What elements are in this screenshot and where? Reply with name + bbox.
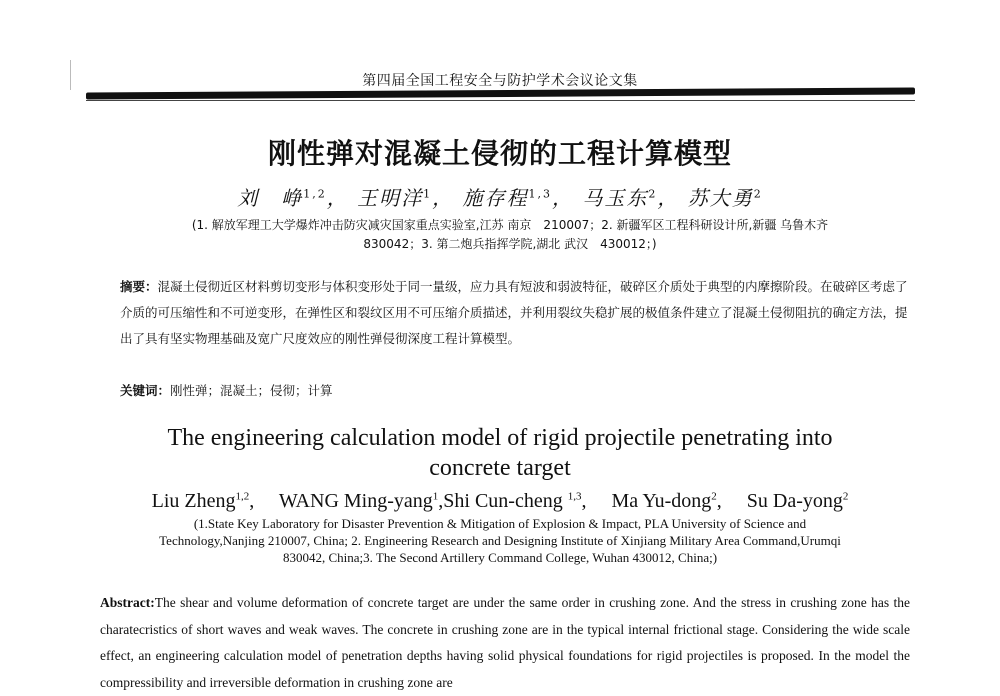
chinese-abstract (120, 274, 910, 352)
cn-author-1: 刘 峥 (237, 186, 304, 210)
header-rule-thin (86, 100, 915, 101)
en-author-1-sup: 1,2 (235, 490, 250, 503)
chinese-keywords (120, 378, 910, 404)
en-author-3: Shi Cun-cheng (443, 490, 568, 512)
cn-keywords-label: 关键词： (120, 383, 171, 398)
en-author-5: Su Da-yong (746, 490, 843, 512)
chinese-affiliation (90, 216, 930, 254)
en-affiliation-line-1: (1.State Key Laboratory for Disaster Prevention & Mitigation of Explosion & Impact, PLA University of Science and (193, 516, 807, 531)
english-authors (0, 490, 1000, 513)
cn-author-1-sup: 1,2 (303, 187, 327, 201)
en-affiliation-line-2: Technology,Nanjing 210007, China; 2. Engineering Research and Designing Institute of Xinjiang Military Area Command,Urumqi (159, 533, 841, 548)
cn-author-2-sup: 1 (423, 187, 433, 201)
en-abstract-label: Abstract: (100, 595, 155, 610)
english-title (60, 423, 940, 483)
cn-author-3-sup: 1,3 (528, 187, 552, 201)
en-author-sep: , (581, 490, 607, 512)
cn-abstract-text: 混凝土侵彻近区材料剪切变形与体积变形处于同一量级，应力具有短波和弱波特征，破碎区介质处于典型的内摩擦阶段。在破碎区考虑了介质的可压缩性和不可逆变形，在弹性区和裂纹区用不可压缩介质描述，并利用裂纹失稳扩展的极值条件建立了混凝土侵彻阻抗的确定方法，提出了具有坚实物理基础及宽广尺度效应的刚性弹侵彻深度工程计算模型。 (120, 279, 908, 346)
en-affiliation-line-3: 830042, China;3. The Second Artillery Command College, Wuhan 430012, China;) (282, 550, 718, 565)
en-abstract-text: The shear and volume deformation of concrete target are under the same order in crushing zone. And the stress in crushing zone has the charatecristics of short waves and weak waves. The concrete in crushing zone are in the typical internal frictional stage. Considering the wide scale effect, an engineering calculation model of penetration depths having solid physical foundations for rigid projectiles is proposed. In the model the compressibility and irreversible deformation in crushing zone are (100, 595, 910, 690)
cn-author-5: 苏大勇 (687, 186, 754, 210)
en-author-sep: , (438, 490, 444, 512)
cn-affiliation-line-2: 830042；3. 第二炮兵指挥学院,湖北 武汉 430012；) (363, 237, 657, 251)
en-author-2-sup: 1 (432, 490, 439, 503)
chinese-authors (0, 182, 1000, 211)
en-author-sep: , (716, 490, 742, 512)
cn-author-3: 施存程 (462, 186, 529, 210)
en-author-4-sup: 2 (711, 490, 717, 503)
cn-author-sep: ， (552, 186, 574, 210)
en-author-sep: , (249, 490, 275, 512)
en-author-4: Ma Yu-dong (611, 490, 712, 512)
cn-author-sep: ， (432, 186, 455, 210)
running-header: 第四届全国工程安全与防护学术会议论文集 (362, 73, 638, 89)
en-title-line-2: concrete target (429, 455, 571, 481)
cn-author-4-sup: 2 (648, 187, 658, 201)
cn-author-5-sup: 2 (753, 187, 763, 201)
cn-author-4: 马玉东 (582, 186, 649, 210)
cn-author-2: 王明洋 (357, 186, 424, 210)
chinese-title: 刚性弹对混凝土侵彻的工程计算模型 (267, 137, 732, 170)
cn-abstract-label: 摘要： (120, 279, 158, 294)
en-author-2: WANG Ming-yang (278, 490, 433, 512)
en-author-5-sup: 2 (842, 490, 849, 503)
cn-affiliation-line-1: (1. 解放军理工大学爆炸冲击防灾减灾国家重点实验室,江苏 南京 210007；2. 新疆军区工程科研设计所,新疆 乌鲁木齐 (191, 218, 829, 232)
en-author-3-sup: 1,3 (567, 490, 582, 503)
en-author-1: Liu Zheng (151, 490, 236, 512)
cn-author-sep: ， (657, 186, 680, 210)
english-affiliation (70, 515, 930, 566)
cn-author-sep: ， (326, 186, 349, 210)
cn-keywords-text: 刚性弹；混凝土；侵彻；计算 (170, 383, 333, 398)
en-title-line-1: The engineering calculation model of rigid projectile penetrating into (167, 425, 833, 451)
english-abstract (100, 590, 910, 696)
